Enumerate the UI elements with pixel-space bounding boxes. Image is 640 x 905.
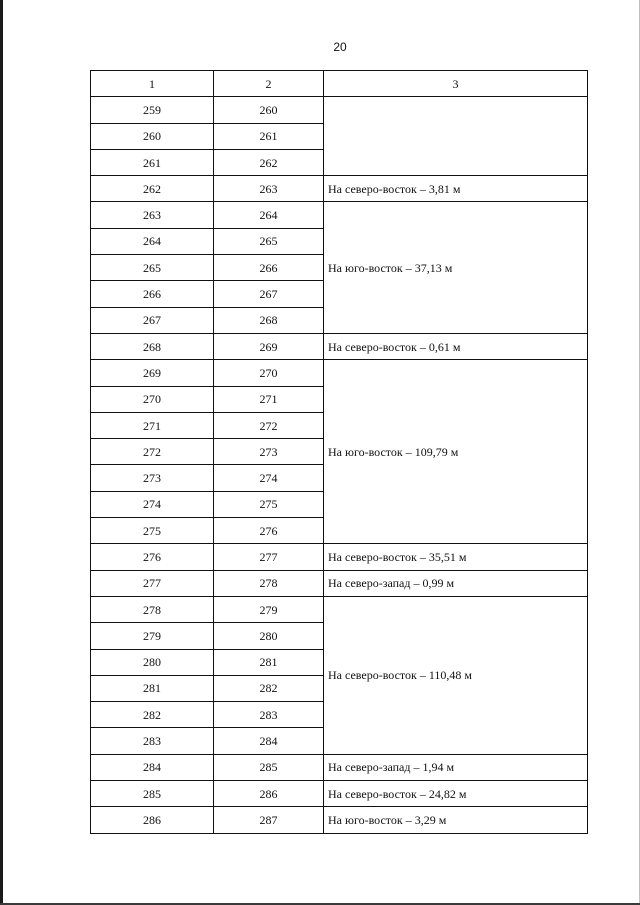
table-row (91, 596, 588, 622)
to-point-cell: 285 (214, 754, 324, 780)
direction-cell: На юго-восток – 37,13 м (324, 202, 588, 333)
direction-cell: На северо-запад – 1,94 м (324, 754, 588, 780)
from-point-cell: 274 (91, 491, 214, 517)
column-header-direction: 3 (324, 71, 588, 97)
column-header-to-point: 2 (214, 71, 324, 97)
from-point-cell: 267 (91, 307, 214, 333)
to-point-cell: 268 (214, 307, 324, 333)
to-point-cell: 272 (214, 412, 324, 438)
to-point-cell: 284 (214, 728, 324, 754)
from-point-cell: 279 (91, 623, 214, 649)
to-point-cell: 275 (214, 491, 324, 517)
page-number: 20 (333, 40, 347, 54)
column-header-from-point: 1 (91, 71, 214, 97)
from-point-cell: 271 (91, 412, 214, 438)
to-point-cell: 261 (214, 123, 324, 149)
table-header-row (91, 71, 588, 97)
table-row (91, 807, 588, 833)
direction-cell: На северо-восток – 24,82 м (324, 781, 588, 807)
to-point-cell: 287 (214, 807, 324, 833)
from-point-cell: 268 (91, 333, 214, 359)
direction-cell: На северо-восток – 35,51 м (324, 544, 588, 570)
to-point-cell: 280 (214, 623, 324, 649)
to-point-cell: 267 (214, 281, 324, 307)
to-point-cell: 265 (214, 228, 324, 254)
from-point-cell: 259 (91, 97, 214, 123)
to-point-cell: 260 (214, 97, 324, 123)
table-row (91, 176, 588, 202)
to-point-cell: 282 (214, 675, 324, 701)
from-point-cell: 285 (91, 781, 214, 807)
to-point-cell: 270 (214, 360, 324, 386)
to-point-cell: 262 (214, 149, 324, 175)
to-point-cell: 286 (214, 781, 324, 807)
to-point-cell: 277 (214, 544, 324, 570)
direction-cell: На северо-восток – 0,61 м (324, 333, 588, 359)
from-point-cell: 284 (91, 754, 214, 780)
from-point-cell: 265 (91, 255, 214, 281)
table-row (91, 202, 588, 228)
direction-cell: На юго-восток – 109,79 м (324, 360, 588, 544)
to-point-cell: 271 (214, 386, 324, 412)
to-point-cell: 266 (214, 255, 324, 281)
to-point-cell: 279 (214, 596, 324, 622)
from-point-cell: 283 (91, 728, 214, 754)
to-point-cell: 273 (214, 439, 324, 465)
to-point-cell: 264 (214, 202, 324, 228)
from-point-cell: 275 (91, 518, 214, 544)
from-point-cell: 260 (91, 123, 214, 149)
from-point-cell: 282 (91, 702, 214, 728)
from-point-cell: 266 (91, 281, 214, 307)
to-point-cell: 269 (214, 333, 324, 359)
table-row (91, 97, 588, 123)
direction-cell: На северо-запад – 0,99 м (324, 570, 588, 596)
direction-cell (324, 97, 588, 176)
from-point-cell: 272 (91, 439, 214, 465)
table-row (91, 781, 588, 807)
to-point-cell: 263 (214, 176, 324, 202)
from-point-cell: 273 (91, 465, 214, 491)
to-point-cell: 281 (214, 649, 324, 675)
scan-edge-left (0, 0, 3, 905)
from-point-cell: 281 (91, 675, 214, 701)
direction-cell: На северо-восток – 110,48 м (324, 596, 588, 754)
from-point-cell: 263 (91, 202, 214, 228)
from-point-cell: 270 (91, 386, 214, 412)
from-point-cell: 286 (91, 807, 214, 833)
boundary-points-table (90, 70, 588, 834)
direction-cell: На северо-восток – 3,81 м (324, 176, 588, 202)
from-point-cell: 276 (91, 544, 214, 570)
from-point-cell: 264 (91, 228, 214, 254)
from-point-cell: 280 (91, 649, 214, 675)
table-row (91, 360, 588, 386)
from-point-cell: 277 (91, 570, 214, 596)
to-point-cell: 283 (214, 702, 324, 728)
direction-cell: На юго-восток – 3,29 м (324, 807, 588, 833)
from-point-cell: 269 (91, 360, 214, 386)
table-row (91, 754, 588, 780)
table-row (91, 333, 588, 359)
table-row (91, 570, 588, 596)
to-point-cell: 276 (214, 518, 324, 544)
to-point-cell: 278 (214, 570, 324, 596)
from-point-cell: 278 (91, 596, 214, 622)
from-point-cell: 261 (91, 149, 214, 175)
from-point-cell: 262 (91, 176, 214, 202)
to-point-cell: 274 (214, 465, 324, 491)
table-row (91, 544, 588, 570)
